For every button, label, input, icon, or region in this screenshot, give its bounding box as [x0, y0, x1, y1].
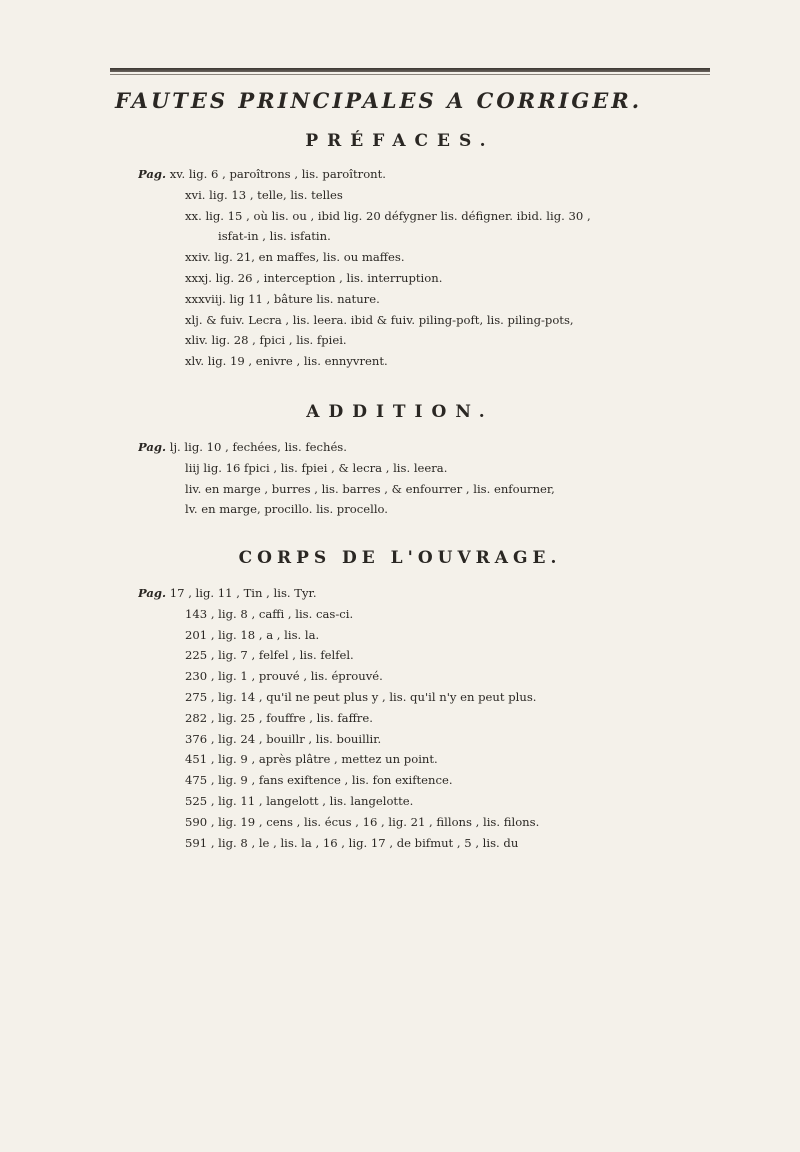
list-item: xvi. lig. 13 , telle, lis. telles — [185, 187, 343, 202]
list-item: 282 , lig. 25 , fouffre , lis. faffre. — [185, 710, 373, 725]
list-item: xxiv. lig. 21, en maffes, lis. ou maffes. — [185, 250, 405, 265]
header-rule-thin — [110, 74, 710, 75]
list-item: 376 , lig. 24 , bouillr , lis. bouillir. — [185, 731, 382, 746]
section-heading-corps: CORPS DE L'OUVRAGE. — [238, 548, 562, 568]
list-item: xlv. lig. 19 , enivre , lis. ennyvrent. — [185, 354, 388, 369]
corps-list — [138, 583, 758, 853]
list-item: 525 , lig. 11 , langelott , lis. langelotte. — [185, 793, 414, 808]
list-item: xlj. & fuiv. Lecra , lis. leera. ibid & fuiv. piling-poft, lis. piling-pots, — [185, 312, 574, 327]
list-item: 590 , lig. 19 , cens , lis. écus , 16 , lig. 21 , fillons , lis. filons. — [185, 814, 540, 829]
list-item: xx. lig. 15 , où lis. ou , ibid lig. 20 défygner lis. défigner. ibid. lig. 30 , — [185, 208, 591, 223]
page-title: FAUTES PRINCIPALES A CORRIGER. — [115, 88, 643, 113]
list-item: xxxviij. lig 11 , bâture lis. nature. — [185, 291, 380, 306]
list-item: lv. en marge, procillo. lis. procello. — [185, 502, 388, 517]
list-item: Pag. xv. lig. 6 , paroîtrons , lis. paroîtront. — [138, 167, 386, 181]
list-item: 475 , lig. 9 , fans exiftence , lis. fon exiftence. — [185, 773, 453, 788]
section-heading-addition: ADDITION. — [306, 402, 494, 422]
list-item: 230 , lig. 1 , prouvé , lis. éprouvé. — [185, 669, 383, 684]
list-item: 275 , lig. 14 , qu'il ne peut plus y , lis. qu'il n'y en peut plus. — [185, 689, 537, 704]
list-item: liv. en marge , burres , lis. barres , & enfourrer , lis. enfourner, — [185, 481, 555, 496]
list-item: isfat-in , lis. isfatin. — [218, 229, 331, 244]
list-item: Pag. lj. lig. 10 , fechées, lis. fechés. — [138, 440, 347, 454]
list-item: xliv. lig. 28 , fpici , lis. fpiei. — [185, 333, 347, 348]
list-item: 225 , lig. 7 , felfel , lis. felfel. — [185, 648, 354, 663]
list-item: 591 , lig. 8 , le , lis. la , 16 , lig. 17 , de bifmut , 5 , lis. du — [185, 835, 519, 850]
header-rule — [110, 68, 710, 72]
addition-list — [138, 437, 758, 520]
list-item: xxxj. lig. 26 , interception , lis. interruption. — [185, 270, 443, 285]
section-heading-prefaces: PRÉFACES. — [305, 131, 495, 151]
list-item: 451 , lig. 9 , après plâtre , mettez un point. — [185, 752, 438, 767]
list-item: liij lig. 16 fpici , lis. fpiei , & lecra , lis. leera. — [185, 460, 448, 475]
list-item: Pag. 17 , lig. 11 , Tin , lis. Tyr. — [138, 586, 317, 600]
prefaces-list — [138, 164, 758, 372]
list-item: 201 , lig. 18 , a , lis. la. — [185, 627, 320, 642]
list-item: 143 , lig. 8 , caffi , lis. cas-ci. — [185, 606, 354, 621]
